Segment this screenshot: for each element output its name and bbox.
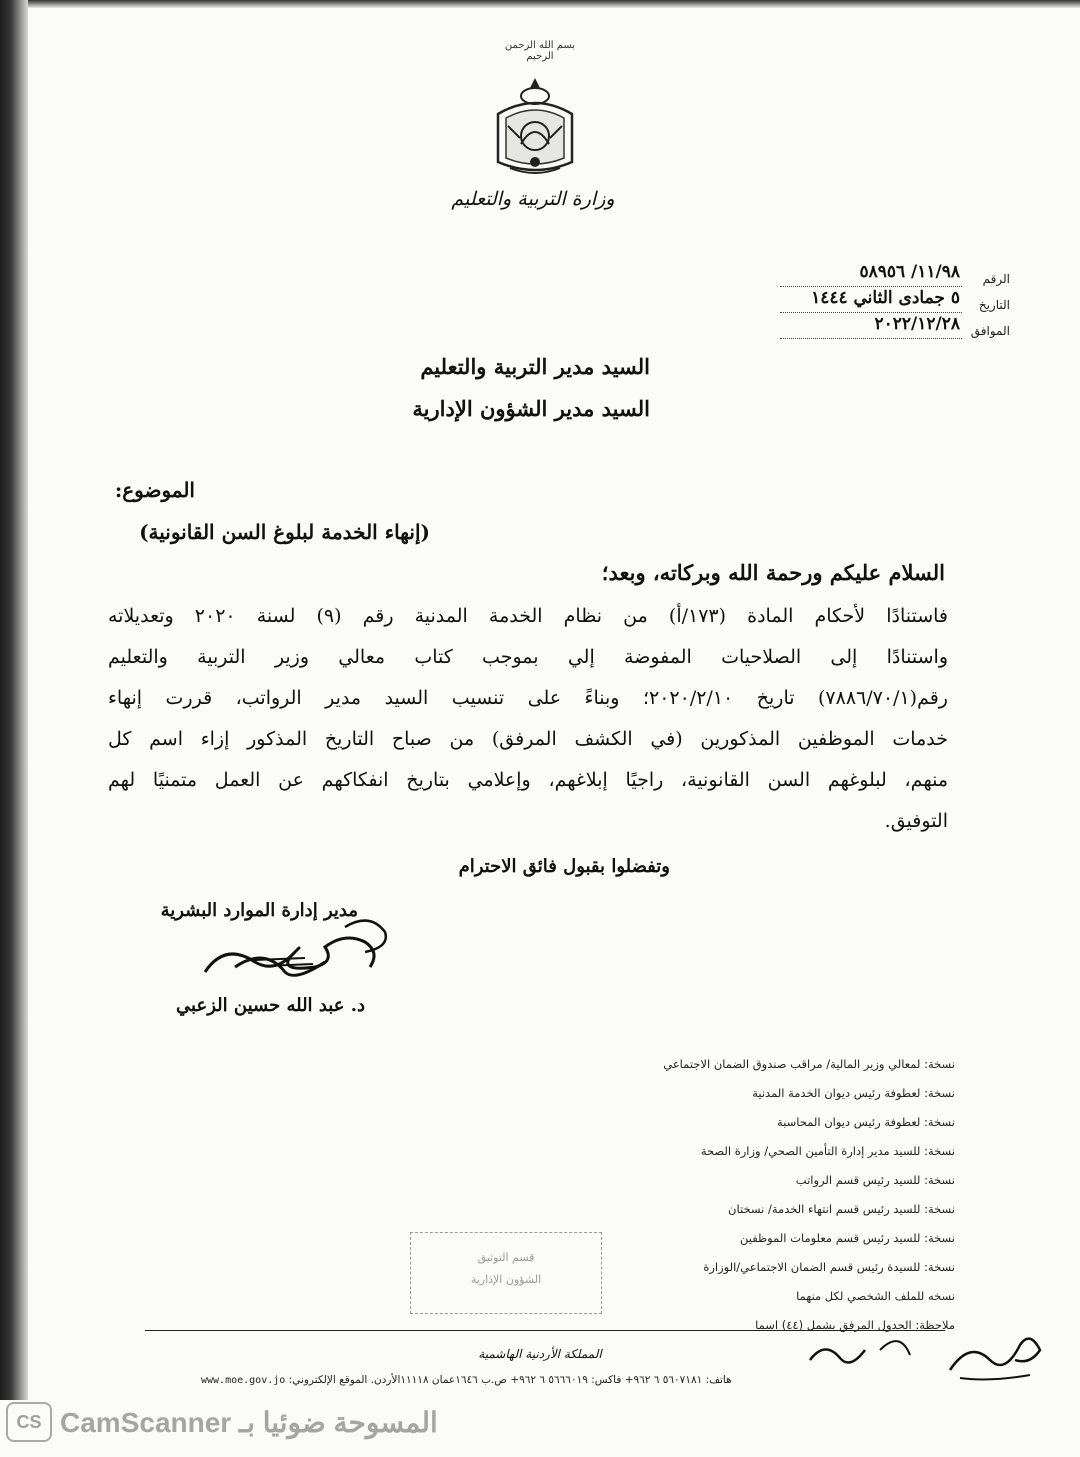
- copy-item: نسخة: للسيد رئيس قسم معلومات الموظفين: [739, 1231, 955, 1245]
- subject-text: (إنهاء الخدمة لبلوغ السن القانونية): [139, 520, 430, 544]
- scan-shadow-top: [0, 0, 1080, 8]
- closing-line: وتفضلوا بقبول فائق الاحترام: [458, 856, 670, 877]
- addressee-line-2: السيد مدير الشؤون الإدارية: [412, 396, 650, 421]
- basmala: بسم الله الرحمن الرحيم: [504, 40, 576, 62]
- camscanner-text: CamScanner المسوحة ضوئيا بـ: [60, 1406, 438, 1438]
- reference-date-row: [760, 288, 1010, 314]
- copy-item: نسخه للملف الشخصي لكل منهما: [796, 1289, 955, 1303]
- body-line: رقم(٧٨٨٦/٧٠/١) تاريخ ٢٠٢٠/٢/١٠؛ وبناءً على تنسيب السيد مدير الرواتب، قررت إنهاء: [108, 687, 948, 709]
- dotted-line: [780, 312, 962, 313]
- greeting: السلام عليكم ورحمة الله وبركاته، وبعد؛: [601, 560, 945, 585]
- body-line: واستنادًا إلى الصلاحيات المفوضة إلي بموجب كتاب معالي وزير التربية والتعليم: [108, 646, 948, 668]
- ministry-name: وزارة التربية والتعليم: [451, 188, 615, 210]
- dotted-line: [780, 338, 962, 339]
- copy-item: نسخة: للسيد رئيس قسم انتهاء الخدمة/ نسختان: [728, 1202, 955, 1216]
- stamp-line: الشؤون الإدارية: [470, 1273, 542, 1286]
- coat-of-arms-emblem: [488, 74, 582, 182]
- reference-number-row: [760, 262, 1010, 288]
- reference-date-value: ٥ جمادى الثاني ١٤٤٤: [811, 288, 960, 308]
- body-line: فاستنادًا لأحكام المادة (١٧٣/أ) من نظام الخدمة المدنية رقم (٩) لسنة ٢٠٢٠ وتعديلاته: [108, 605, 948, 627]
- reference-number-label: الرقم: [982, 272, 1010, 286]
- faded-stamp: [410, 1232, 602, 1314]
- handwritten-signature: [195, 912, 395, 1002]
- body-line: التوفيق.: [884, 810, 948, 832]
- stamp-line: قسم التوثيق: [477, 1251, 535, 1264]
- copy-item: نسخة: للسيد رئيس قسم الرواتب: [795, 1173, 955, 1187]
- scan-shadow-left: [0, 0, 28, 1400]
- reference-gregorian-value: ٢٠٢٢/١٢/٢٨: [874, 314, 960, 334]
- reference-date-label: التاريخ: [978, 298, 1010, 312]
- reference-number-value: ١١/٩٨/ ٥٨٩٥٦: [859, 262, 960, 282]
- contact-line: [195, 1374, 895, 1386]
- reference-gregorian-label: الموافق: [970, 324, 1010, 338]
- attachment-note: ملاحظة: الجدول المرفق يشمل (٤٤) اسما: [755, 1318, 955, 1332]
- camscanner-logo-icon: CS: [6, 1402, 52, 1442]
- camscanner-watermark: [6, 1400, 506, 1444]
- signatory-title: مدير إدارة الموارد البشرية: [160, 900, 358, 921]
- kingdom-name: المملكة الأردنية الهاشمية: [478, 1347, 602, 1361]
- reference-block: [760, 262, 1010, 340]
- website-link[interactable]: www.moe.gov.jo: [201, 1375, 286, 1386]
- copy-item: نسخة: للسيدة رئيس قسم الضمان الاجتماعي/الوزارة: [703, 1260, 955, 1274]
- subject-label: الموضوع:: [114, 478, 195, 502]
- copy-item: نسخة: لمعالي وزير المالية/ مراقب صندوق الضمان الاجتماعي: [663, 1057, 955, 1071]
- letter-body: [108, 596, 948, 842]
- body-line: منهم، لبلوغهم السن القانونية، راجيًا إبلاغهم، وإعلامي بتاريخ انفكاكهم عن العمل متمنيًا لهم: [108, 769, 948, 791]
- copy-item: نسخة: لعطوفة رئيس ديوان المحاسبة: [777, 1115, 955, 1129]
- body-line: خدمات الموظفين المذكورين (في الكشف المرفق) من صباح التاريخ المذكور إزاء اسم كل: [108, 728, 948, 750]
- dotted-line: [780, 286, 962, 287]
- copy-item: نسخة: لعطوفة رئيس ديوان الخدمة المدنية: [752, 1086, 955, 1100]
- reference-gregorian-row: [760, 314, 1010, 340]
- addressee-line-1: السيد مدير التربية والتعليم: [420, 354, 650, 379]
- contact-details: هاتف: ٥٦٠٧١٨١ ٦ ٩٦٢+ فاكس: ٥٦٦٦٠١٩ ٦ ٩٦٢+ ص.ب ١٦٤٦عمان ١١١١٨الأردن. الموقع الإلكتروني:: [288, 1374, 732, 1386]
- copy-item: نسخة: للسيد مدير إدارة التأمين الصحي/ وزارة الصحة: [700, 1144, 955, 1158]
- signatory-name: د. عبد الله حسين الزعبي: [176, 995, 365, 1016]
